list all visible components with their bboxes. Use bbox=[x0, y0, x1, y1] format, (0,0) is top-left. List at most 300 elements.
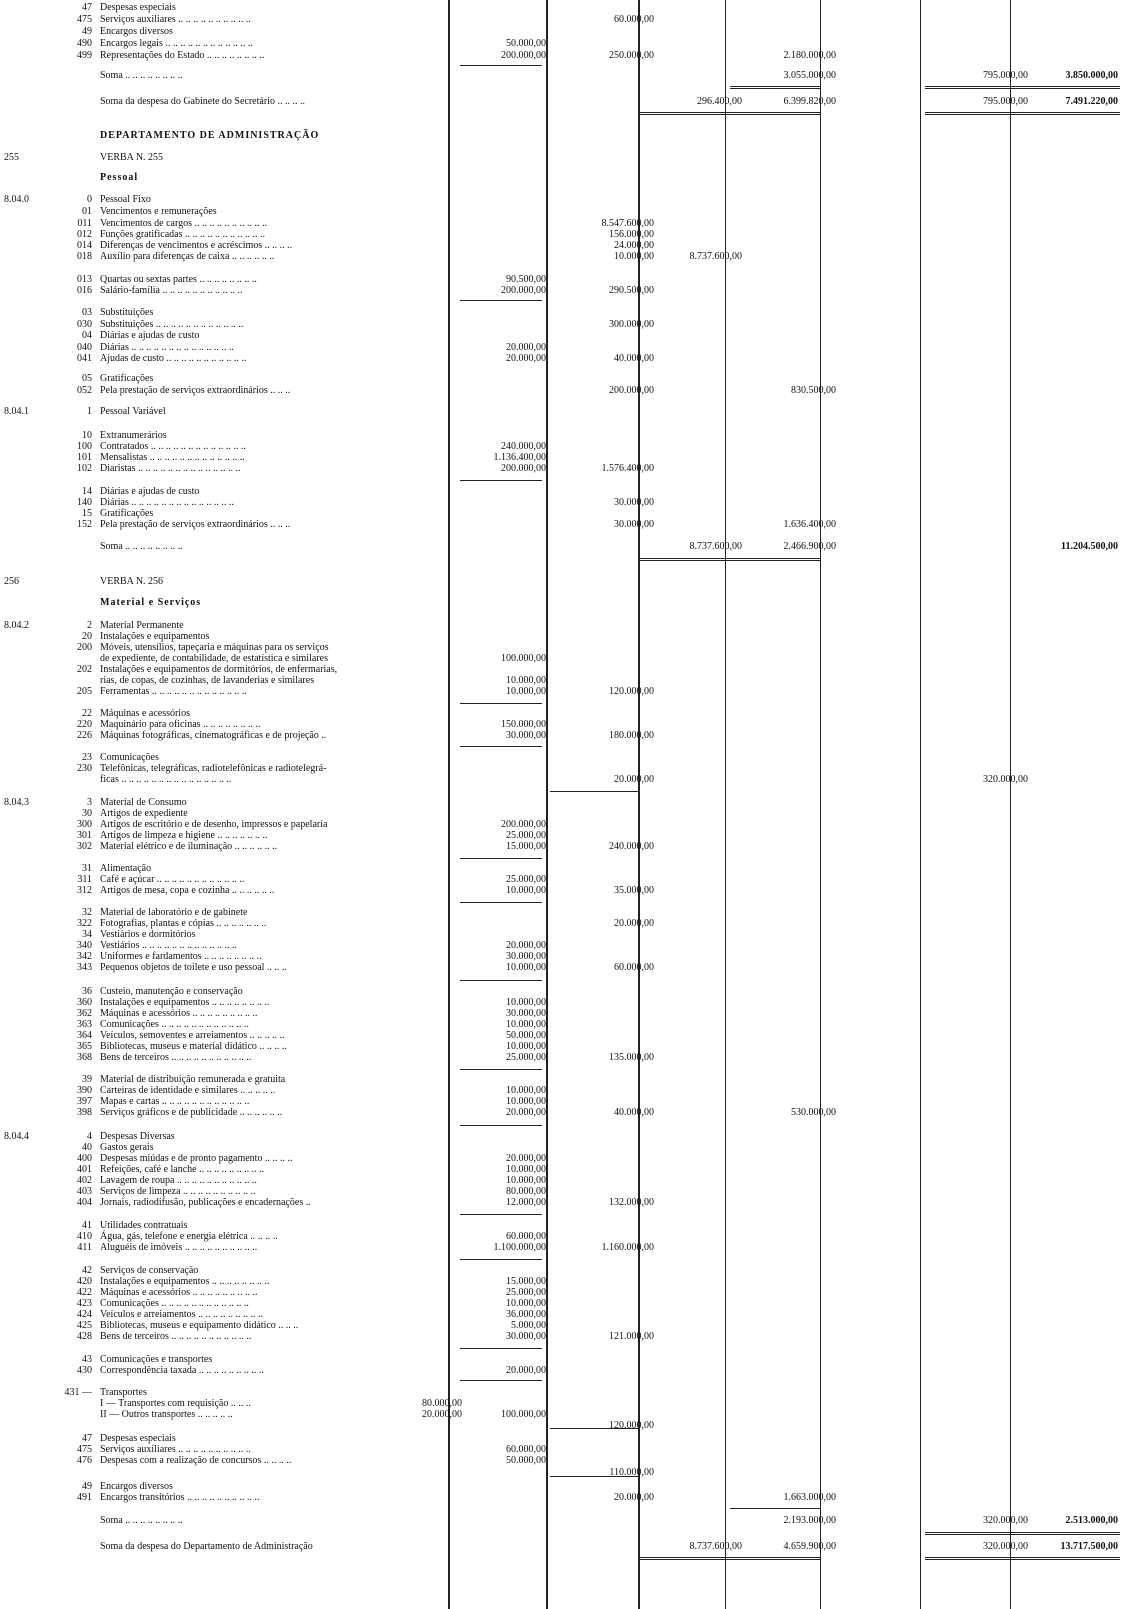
amount-col-2: 30.000,00 bbox=[614, 497, 654, 508]
item-code: 200 bbox=[77, 642, 92, 653]
table-row bbox=[0, 686, 1123, 698]
table-row bbox=[0, 962, 1123, 974]
amount-col-2: 250.000,00 bbox=[609, 50, 654, 61]
amount-col-3: 8.737.600,00 bbox=[689, 541, 742, 552]
table-row bbox=[0, 50, 1123, 62]
table-row bbox=[0, 1052, 1123, 1064]
amount-col-1: 90.500,00 bbox=[506, 274, 546, 285]
amount-col-1: 200.000,00 bbox=[501, 285, 546, 296]
amount-col-2: 35.000,00 bbox=[614, 885, 654, 896]
table-row bbox=[0, 152, 1123, 164]
table-row bbox=[0, 130, 1123, 142]
item-code: 018 bbox=[77, 251, 92, 262]
table-row bbox=[0, 1107, 1123, 1119]
amount-col-1: 60.000,00 bbox=[506, 1231, 546, 1242]
item-description: Utilidades contratuais bbox=[100, 1220, 188, 1231]
item-description: Encargos diversos bbox=[100, 26, 173, 37]
item-code: 23 bbox=[82, 752, 92, 763]
item-description: Soma da despesa do Departamento de Administração bbox=[100, 1541, 313, 1552]
item-description: Despesas especiais bbox=[100, 2, 176, 13]
table-row bbox=[0, 1365, 1123, 1377]
item-description: Substituições .. .. .. .. .. .. .. .. .. .. .. .. bbox=[100, 319, 244, 330]
subtotal-rule bbox=[460, 300, 542, 301]
item-description: Encargos diversos bbox=[100, 1481, 173, 1492]
item-description: Serviços auxiliares .. .. .. .. .. .. .. .. .. .. bbox=[100, 14, 251, 25]
item-description: Material elétrico e de iluminação .. .. .. .. .. .. bbox=[100, 841, 278, 852]
item-code: 3 bbox=[87, 797, 92, 808]
item-code: 152 bbox=[77, 519, 92, 530]
item-code: 490 bbox=[77, 38, 92, 49]
item-code: 030 bbox=[77, 319, 92, 330]
item-description: Bibliotecas, museus e equipamento didático .. .. .. bbox=[100, 1320, 299, 1331]
table-row bbox=[0, 519, 1123, 531]
item-description: Máquinas fotográficas, cinematográficas e de projeção .. bbox=[100, 730, 327, 741]
item-code: 301 bbox=[77, 830, 92, 841]
amount-col-1: 80.000,00 bbox=[506, 1186, 546, 1197]
amount-col-1: 100.000,00 bbox=[501, 1409, 546, 1420]
subtotal-rule bbox=[460, 980, 542, 981]
item-description: Diárias e ajudas de custo bbox=[100, 486, 200, 497]
subtotal-rule bbox=[460, 902, 542, 903]
item-description: Ferramentas .. .. .. .. .. .. .. .. .. .. .. .. .. bbox=[100, 686, 247, 697]
item-description: Encargos transitórios .. .. .. .. .. .. .. .. .. .. bbox=[100, 1492, 260, 1503]
item-description: Comunicações .. .. .. .. .. .. .. .. .. .. .. .. bbox=[100, 1019, 249, 1030]
item-description: Despesas especiais bbox=[100, 1433, 176, 1444]
table-row bbox=[0, 330, 1123, 342]
item-description: Pequenos objetos de toilete e uso pessoal .. .. .. bbox=[100, 962, 287, 973]
item-description: Alimentação bbox=[100, 863, 152, 874]
item-code: 49 bbox=[82, 1481, 92, 1492]
item-code: 013 bbox=[77, 274, 92, 285]
amount-col-1: 36.000,00 bbox=[506, 1309, 546, 1320]
amount-col-2: 120.000,00 bbox=[609, 1420, 654, 1431]
item-code: 01 bbox=[82, 206, 92, 217]
amount-col-2: 20.000,00 bbox=[614, 774, 654, 785]
item-code: 475 bbox=[77, 1444, 92, 1455]
amount-col-2: 300.000,00 bbox=[609, 319, 654, 330]
section-number: 8.04.4 bbox=[4, 1131, 29, 1142]
amount-col-1: 50.000,00 bbox=[506, 38, 546, 49]
item-code: 41 bbox=[82, 1220, 92, 1231]
amount-col-3: 8.737.600,00 bbox=[689, 251, 742, 262]
subtotal-rule bbox=[460, 1214, 542, 1215]
amount-col-1: 10.000,00 bbox=[506, 1085, 546, 1096]
item-description: Diárias .. .. .. .. .. .. .. .. .. .. .. .. .. .. bbox=[100, 342, 234, 353]
item-code: 101 bbox=[77, 452, 92, 463]
item-code: 05 bbox=[82, 373, 92, 384]
amount-col-6: 2.513.000,00 bbox=[1065, 1515, 1118, 1526]
amount-col-6: 13.717.500,00 bbox=[1060, 1541, 1118, 1552]
item-description: Material de distribuição remunerada e gratuita bbox=[100, 1074, 286, 1085]
item-description: rias, de copas, de cozinhas, de lavanderias e similares bbox=[100, 675, 315, 686]
item-description: Ajudas de custo .. .. .. .. .. .. .. .. .. .. .. bbox=[100, 353, 247, 364]
item-code: 424 bbox=[77, 1309, 92, 1320]
item-description: Representações do Estado .. .. .. .. .. .. .. .. bbox=[100, 50, 265, 61]
item-description: Diaristas .. .. .. .. .. .. .. .. .. .. .. .. .. .. bbox=[100, 463, 241, 474]
item-description: Despesas Diversas bbox=[100, 1131, 175, 1142]
subtotal-rule bbox=[460, 1069, 542, 1070]
amount-col-1: 30.000,00 bbox=[506, 730, 546, 741]
amount-col-4: 3.055.000,00 bbox=[783, 70, 836, 81]
amount-col-4: 6.399.820,00 bbox=[783, 96, 836, 107]
item-code: 34 bbox=[82, 929, 92, 940]
amount-col-1: 12.000,00 bbox=[506, 1197, 546, 1208]
amount-col-1: 20.000,00 bbox=[506, 353, 546, 364]
item-code: 499 bbox=[77, 50, 92, 61]
subtotal-rule bbox=[460, 703, 542, 704]
amount-col-6: 7.491.220,00 bbox=[1065, 96, 1118, 107]
amount-col-2: 121.000,00 bbox=[609, 1331, 654, 1342]
item-description: Comunicações e transportes bbox=[100, 1354, 213, 1365]
table-row bbox=[0, 885, 1123, 897]
item-description: Serviços de conservação bbox=[100, 1265, 199, 1276]
item-description: Telefônicas, telegráficas, radiotelefônicas e radiotelegrá- bbox=[100, 763, 327, 774]
subtotal-rule bbox=[460, 480, 542, 481]
amount-col-4: 2.466.900,00 bbox=[783, 541, 836, 552]
subtotal-rule bbox=[550, 791, 638, 792]
table-row bbox=[0, 2, 1123, 14]
item-description: Jornais, radiodifusão, publicações e encadernações .. bbox=[100, 1197, 311, 1208]
item-description: Vestiários .. .. .. .. .. .. .. .. .. .. .. .. .. bbox=[100, 940, 237, 951]
item-code: 428 bbox=[77, 1331, 92, 1342]
item-description: Serviços gráficos e de publicidade .. .. .. .. .. .. bbox=[100, 1107, 283, 1118]
amount-col-1: 20.000,00 bbox=[506, 1107, 546, 1118]
item-code: 100 bbox=[77, 441, 92, 452]
total-rule bbox=[730, 86, 820, 89]
item-code: 363 bbox=[77, 1019, 92, 1030]
item-description: Artigos de expediente bbox=[100, 808, 188, 819]
amount-col-1: 30.000,00 bbox=[506, 951, 546, 962]
item-code: 016 bbox=[77, 285, 92, 296]
item-code: 230 bbox=[77, 763, 92, 774]
item-code: 14 bbox=[82, 486, 92, 497]
section-number: 8.04.3 bbox=[4, 797, 29, 808]
item-code: 47 bbox=[82, 1433, 92, 1444]
item-description: Substituições bbox=[100, 307, 154, 318]
item-description: DEPARTAMENTO DE ADMINISTRAÇÃO bbox=[100, 130, 320, 141]
item-description: Bens de terceiros .. .. .. .. .. .. .. .. .. .. .. bbox=[100, 1331, 252, 1342]
table-row bbox=[0, 774, 1123, 786]
amount-col-1: 10.000,00 bbox=[506, 1175, 546, 1186]
amount-col-1: 10.000,00 bbox=[506, 1019, 546, 1030]
item-code: 360 bbox=[77, 997, 92, 1008]
item-description: Uniformes e fardamentos .. .. .. .. .. .. .. .. bbox=[100, 951, 262, 962]
item-code: 475 bbox=[77, 14, 92, 25]
item-code: 390 bbox=[77, 1085, 92, 1096]
section-number: 8.04.0 bbox=[4, 194, 29, 205]
amount-col-2: 1.160.000,00 bbox=[601, 1242, 654, 1253]
amount-col-6: 11.204.500,00 bbox=[1061, 541, 1118, 552]
item-description: Máquinas e acessórios bbox=[100, 708, 190, 719]
item-description: Extranumerários bbox=[100, 430, 167, 441]
item-code: 31 bbox=[82, 863, 92, 874]
amount-col-2: 135.000,00 bbox=[609, 1052, 654, 1063]
item-code: 0 bbox=[87, 194, 92, 205]
item-code: 322 bbox=[77, 918, 92, 929]
amount-col-2: 180.000,00 bbox=[609, 730, 654, 741]
amount-col-1: 10.000,00 bbox=[506, 675, 546, 686]
item-description: Soma .. .. .. .. .. .. .. .. bbox=[100, 70, 183, 81]
item-code: 397 bbox=[77, 1096, 92, 1107]
item-description: Comunicações bbox=[100, 752, 159, 763]
item-code: 1 bbox=[87, 406, 92, 417]
table-row bbox=[0, 194, 1123, 206]
table-row bbox=[0, 1455, 1123, 1467]
amount-col-5: 320.000,00 bbox=[983, 774, 1028, 785]
item-code: 10 bbox=[82, 430, 92, 441]
item-description: Móveis, utensílios, tapeçaria e máquinas para os serviços bbox=[100, 642, 329, 653]
item-description: Lavagem de roupa .. .. .. .. .. .. .. .. .. .. .. bbox=[100, 1175, 257, 1186]
item-description: Pessoal bbox=[100, 172, 139, 183]
amount-col-1: 100.000,00 bbox=[501, 653, 546, 664]
item-description: Bens de terceiros .. .. .. .. .. .. .. .. .. .. .. bbox=[100, 1052, 252, 1063]
item-description: Instalações e equipamentos de dormitórios, de enfermarias, bbox=[100, 664, 338, 675]
amount-col-2: 240.000,00 bbox=[609, 841, 654, 852]
amount-col-1: 10.000,00 bbox=[506, 962, 546, 973]
amount-col-1: 10.000,00 bbox=[506, 885, 546, 896]
item-code: 102 bbox=[77, 463, 92, 474]
item-code: 365 bbox=[77, 1041, 92, 1052]
item-description: Quartas ou sextas partes .. .. .. .. .. .. .. .. bbox=[100, 274, 257, 285]
total-rule bbox=[925, 112, 1120, 115]
item-description: Artigos de escritório e de desenho, impressos e papelaria bbox=[100, 819, 328, 830]
item-description: Instalações e equipamentos bbox=[100, 631, 210, 642]
item-description: Artigos de limpeza e higiene .. .. .. .. .. .. .. bbox=[100, 830, 268, 841]
item-code: 2 bbox=[87, 620, 92, 631]
item-description: Diárias .. .. .. .. .. .. .. .. .. .. .. .. .. .. bbox=[100, 497, 234, 508]
amount-col-4: 2.193.000,00 bbox=[783, 1515, 836, 1526]
total-rule bbox=[925, 1557, 1120, 1560]
item-description: VERBA N. 256 bbox=[100, 576, 164, 587]
section-number: 8.04.2 bbox=[4, 620, 29, 631]
item-description: Gratificações bbox=[100, 508, 154, 519]
table-row bbox=[0, 96, 1123, 108]
amount-col-1: 20.000,00 bbox=[506, 1153, 546, 1164]
amount-col-2: 40.000,00 bbox=[614, 353, 654, 364]
amount-col-3: 296.400,00 bbox=[697, 96, 742, 107]
item-code: 226 bbox=[77, 730, 92, 741]
amount-col-2: 1.576.400,00 bbox=[601, 463, 654, 474]
item-description: Pela prestação de serviços extraordinários .. .. .. bbox=[100, 385, 291, 396]
table-row bbox=[0, 373, 1123, 385]
item-code: 40 bbox=[82, 1142, 92, 1153]
total-rule bbox=[640, 112, 820, 115]
table-row bbox=[0, 576, 1123, 588]
amount-col-2: 40.000,00 bbox=[614, 1107, 654, 1118]
item-code: 400 bbox=[77, 1153, 92, 1164]
amount-col-2: 10.000,00 bbox=[614, 251, 654, 262]
amount-col-1: 10.000,00 bbox=[506, 686, 546, 697]
item-code: 15 bbox=[82, 508, 92, 519]
item-description: Soma .. .. .. .. .. .. .. .. bbox=[100, 1515, 183, 1526]
item-description: Instalações e equipamentos .. .. .. .. .. .. .. .. bbox=[100, 997, 270, 1008]
sub-amount: 20.000,00 bbox=[422, 1409, 462, 1420]
amount-col-1: 30.000,00 bbox=[506, 1008, 546, 1019]
item-code: 401 bbox=[77, 1164, 92, 1175]
item-description: Custeio, manutenção e conservação bbox=[100, 986, 243, 997]
item-description: Mapas e cartas .. .. .. .. .. .. .. .. .. .. .. .. bbox=[100, 1096, 250, 1107]
table-row bbox=[0, 285, 1123, 297]
total-rule bbox=[925, 1532, 1120, 1535]
total-rule bbox=[640, 1557, 820, 1560]
table-row bbox=[0, 1467, 1123, 1479]
item-code: 340 bbox=[77, 940, 92, 951]
amount-col-1: 25.000,00 bbox=[506, 1052, 546, 1063]
item-code: 476 bbox=[77, 1455, 92, 1466]
amount-col-1: 240.000,00 bbox=[501, 441, 546, 452]
amount-col-6: 3.850.000,00 bbox=[1065, 70, 1118, 81]
item-code: 012 bbox=[77, 229, 92, 240]
table-row bbox=[0, 1515, 1123, 1527]
item-description: Carteiras de identidade e similares .. .. .. .. .. bbox=[100, 1085, 276, 1096]
table-row bbox=[0, 1541, 1123, 1553]
item-code: 43 bbox=[82, 1354, 92, 1365]
item-description: Diferenças de vencimentos e acréscimos .. .. .. .. bbox=[100, 240, 293, 251]
item-code: 362 bbox=[77, 1008, 92, 1019]
item-description: Máquinas e acessórios .. .. .. .. .. .. .. .. .. bbox=[100, 1008, 258, 1019]
item-description: Serviços de limpeza .. .. .. .. .. .. .. .. .. .. bbox=[100, 1186, 256, 1197]
item-code: 423 bbox=[77, 1298, 92, 1309]
table-row bbox=[0, 730, 1123, 742]
total-rule bbox=[925, 86, 1120, 89]
item-code: 312 bbox=[77, 885, 92, 896]
item-description: Correspondência taxada .. .. .. .. .. .. .. .. .. bbox=[100, 1365, 264, 1376]
item-description: Veículos, semoventes e arreiamentos .. .. .. .. .. bbox=[100, 1030, 285, 1041]
amount-col-1: 60.000,00 bbox=[506, 1444, 546, 1455]
section-number: 8.04.1 bbox=[4, 406, 29, 417]
item-code: 202 bbox=[77, 664, 92, 675]
item-code: 398 bbox=[77, 1107, 92, 1118]
item-code: 403 bbox=[77, 1186, 92, 1197]
amount-col-5: 795.000,00 bbox=[983, 96, 1028, 107]
amount-col-1: 25.000,00 bbox=[506, 1287, 546, 1298]
item-code: 140 bbox=[77, 497, 92, 508]
item-description: Funções gratificadas .. .. .. .. .. .. .. .. .. .. .. bbox=[100, 229, 265, 240]
item-description: Material de Consumo bbox=[100, 797, 187, 808]
item-code: 300 bbox=[77, 819, 92, 830]
amount-col-4: 1.663.000,00 bbox=[783, 1492, 836, 1503]
amount-col-5: 320.000,00 bbox=[983, 1541, 1028, 1552]
amount-col-4: 2.180.000,00 bbox=[783, 50, 836, 61]
item-description: Artigos de mesa, copa e cozinha .. .. .. .. .. .. bbox=[100, 885, 275, 896]
item-description: Transportes bbox=[100, 1387, 147, 1398]
subtotal-rule bbox=[460, 1259, 542, 1260]
item-code: 491 bbox=[77, 1492, 92, 1503]
item-description: Pessoal Fixo bbox=[100, 194, 151, 205]
table-row bbox=[0, 541, 1123, 553]
table-row bbox=[0, 406, 1123, 418]
amount-col-2: 290.500,00 bbox=[609, 285, 654, 296]
item-code: 39 bbox=[82, 1074, 92, 1085]
table-row bbox=[0, 1420, 1123, 1432]
amount-col-1: 200.000,00 bbox=[501, 819, 546, 830]
item-code: 32 bbox=[82, 907, 92, 918]
item-description: Pessoal Variável bbox=[100, 406, 166, 417]
total-rule bbox=[640, 558, 820, 561]
table-row bbox=[0, 597, 1123, 609]
table-row bbox=[0, 251, 1123, 263]
amount-col-1: 1.136.400,00 bbox=[493, 452, 546, 463]
subtotal-rule bbox=[460, 858, 542, 859]
amount-col-4: 1.636.400,00 bbox=[783, 519, 836, 530]
amount-col-1: 20.000,00 bbox=[506, 342, 546, 353]
amount-col-1: 10.000,00 bbox=[506, 1096, 546, 1107]
item-description: de expediente, de contabilidade, de estatística e similares bbox=[100, 653, 328, 664]
section-number: 255 bbox=[4, 152, 19, 163]
subtotal-rule bbox=[460, 1380, 542, 1381]
item-description: Vencimentos e remunerações bbox=[100, 206, 217, 217]
table-row bbox=[0, 206, 1123, 218]
item-description: VERBA N. 255 bbox=[100, 152, 164, 163]
item-description: Instalações e equipamentos .. .. .. .. .. .. .. .. bbox=[100, 1276, 270, 1287]
item-code: 4 bbox=[87, 1131, 92, 1142]
table-row bbox=[0, 172, 1123, 184]
item-description: Maquinário para oficinas .. .. .. .. .. .. .. .. bbox=[100, 719, 261, 730]
item-code: 47 bbox=[82, 2, 92, 13]
item-code: 420 bbox=[77, 1276, 92, 1287]
item-code: 431 — bbox=[64, 1387, 92, 1398]
amount-col-4: 530.000,00 bbox=[791, 1107, 836, 1118]
amount-col-1: 25.000,00 bbox=[506, 830, 546, 841]
item-description: Veículos e arreiamentos .. .. .. .. .. .. .. .. .. bbox=[100, 1309, 264, 1320]
amount-col-1: 25.000,00 bbox=[506, 874, 546, 885]
item-description: I — Transportes com requisição .. .. .. bbox=[100, 1398, 251, 1409]
item-description: Auxílio para diferenças de caixa .. .. .. .. .. .. bbox=[100, 251, 275, 262]
amount-col-1: 1.100.000,00 bbox=[493, 1242, 546, 1253]
amount-col-1: 150.000,00 bbox=[501, 719, 546, 730]
item-description: Material de laboratório e de gabinete bbox=[100, 907, 248, 918]
item-description: Bibliotecas, museus e material didático .. .. .. .. bbox=[100, 1041, 287, 1052]
amount-col-1: 200.000,00 bbox=[501, 463, 546, 474]
amount-col-1: 10.000,00 bbox=[506, 997, 546, 1008]
item-code: 402 bbox=[77, 1175, 92, 1186]
item-description: Encargos legais .. .. .. .. .. .. .. .. .. .. .. .. bbox=[100, 38, 253, 49]
amount-col-2: 120.000,00 bbox=[609, 686, 654, 697]
item-description: Gratificações bbox=[100, 373, 154, 384]
amount-col-2: 20.000,00 bbox=[614, 1492, 654, 1503]
item-code: 368 bbox=[77, 1052, 92, 1063]
amount-col-3: 8.737.600,00 bbox=[689, 1541, 742, 1552]
item-description: Pela prestação de serviços extraordinários .. .. .. bbox=[100, 519, 291, 530]
amount-col-5: 320.000,00 bbox=[983, 1515, 1028, 1526]
amount-col-2: 60.000,00 bbox=[614, 14, 654, 25]
item-code: 30 bbox=[82, 808, 92, 819]
table-row bbox=[0, 1492, 1123, 1504]
item-code: 03 bbox=[82, 307, 92, 318]
item-description: Aluguéis de imóveis .. .. .. .. .. .. .. .. .. .. bbox=[100, 1242, 258, 1253]
amount-col-1: 50.000,00 bbox=[506, 1030, 546, 1041]
amount-col-1: 20.000,00 bbox=[506, 940, 546, 951]
amount-col-1: 200.000,00 bbox=[501, 50, 546, 61]
table-row bbox=[0, 38, 1123, 50]
item-description: Gastos gerais bbox=[100, 1142, 154, 1153]
table-row bbox=[0, 307, 1123, 319]
table-row bbox=[0, 1242, 1123, 1254]
amount-col-1: 30.000,00 bbox=[506, 1331, 546, 1342]
item-description: Despesas miúdas e de pronto pagamento .. .. .. .. bbox=[100, 1153, 293, 1164]
item-description: Fotografias, plantas e cópias .. .. .. .. .. .. .. bbox=[100, 918, 267, 929]
subtotal-rule bbox=[460, 746, 542, 747]
item-code: 404 bbox=[77, 1197, 92, 1208]
table-row bbox=[0, 1331, 1123, 1343]
item-description: Material Permanente bbox=[100, 620, 184, 631]
table-row bbox=[0, 26, 1123, 38]
item-code: 04 bbox=[82, 330, 92, 341]
table-row bbox=[0, 14, 1123, 26]
subtotal-rule bbox=[730, 1508, 820, 1509]
item-code: 425 bbox=[77, 1320, 92, 1331]
item-code: 342 bbox=[77, 951, 92, 962]
